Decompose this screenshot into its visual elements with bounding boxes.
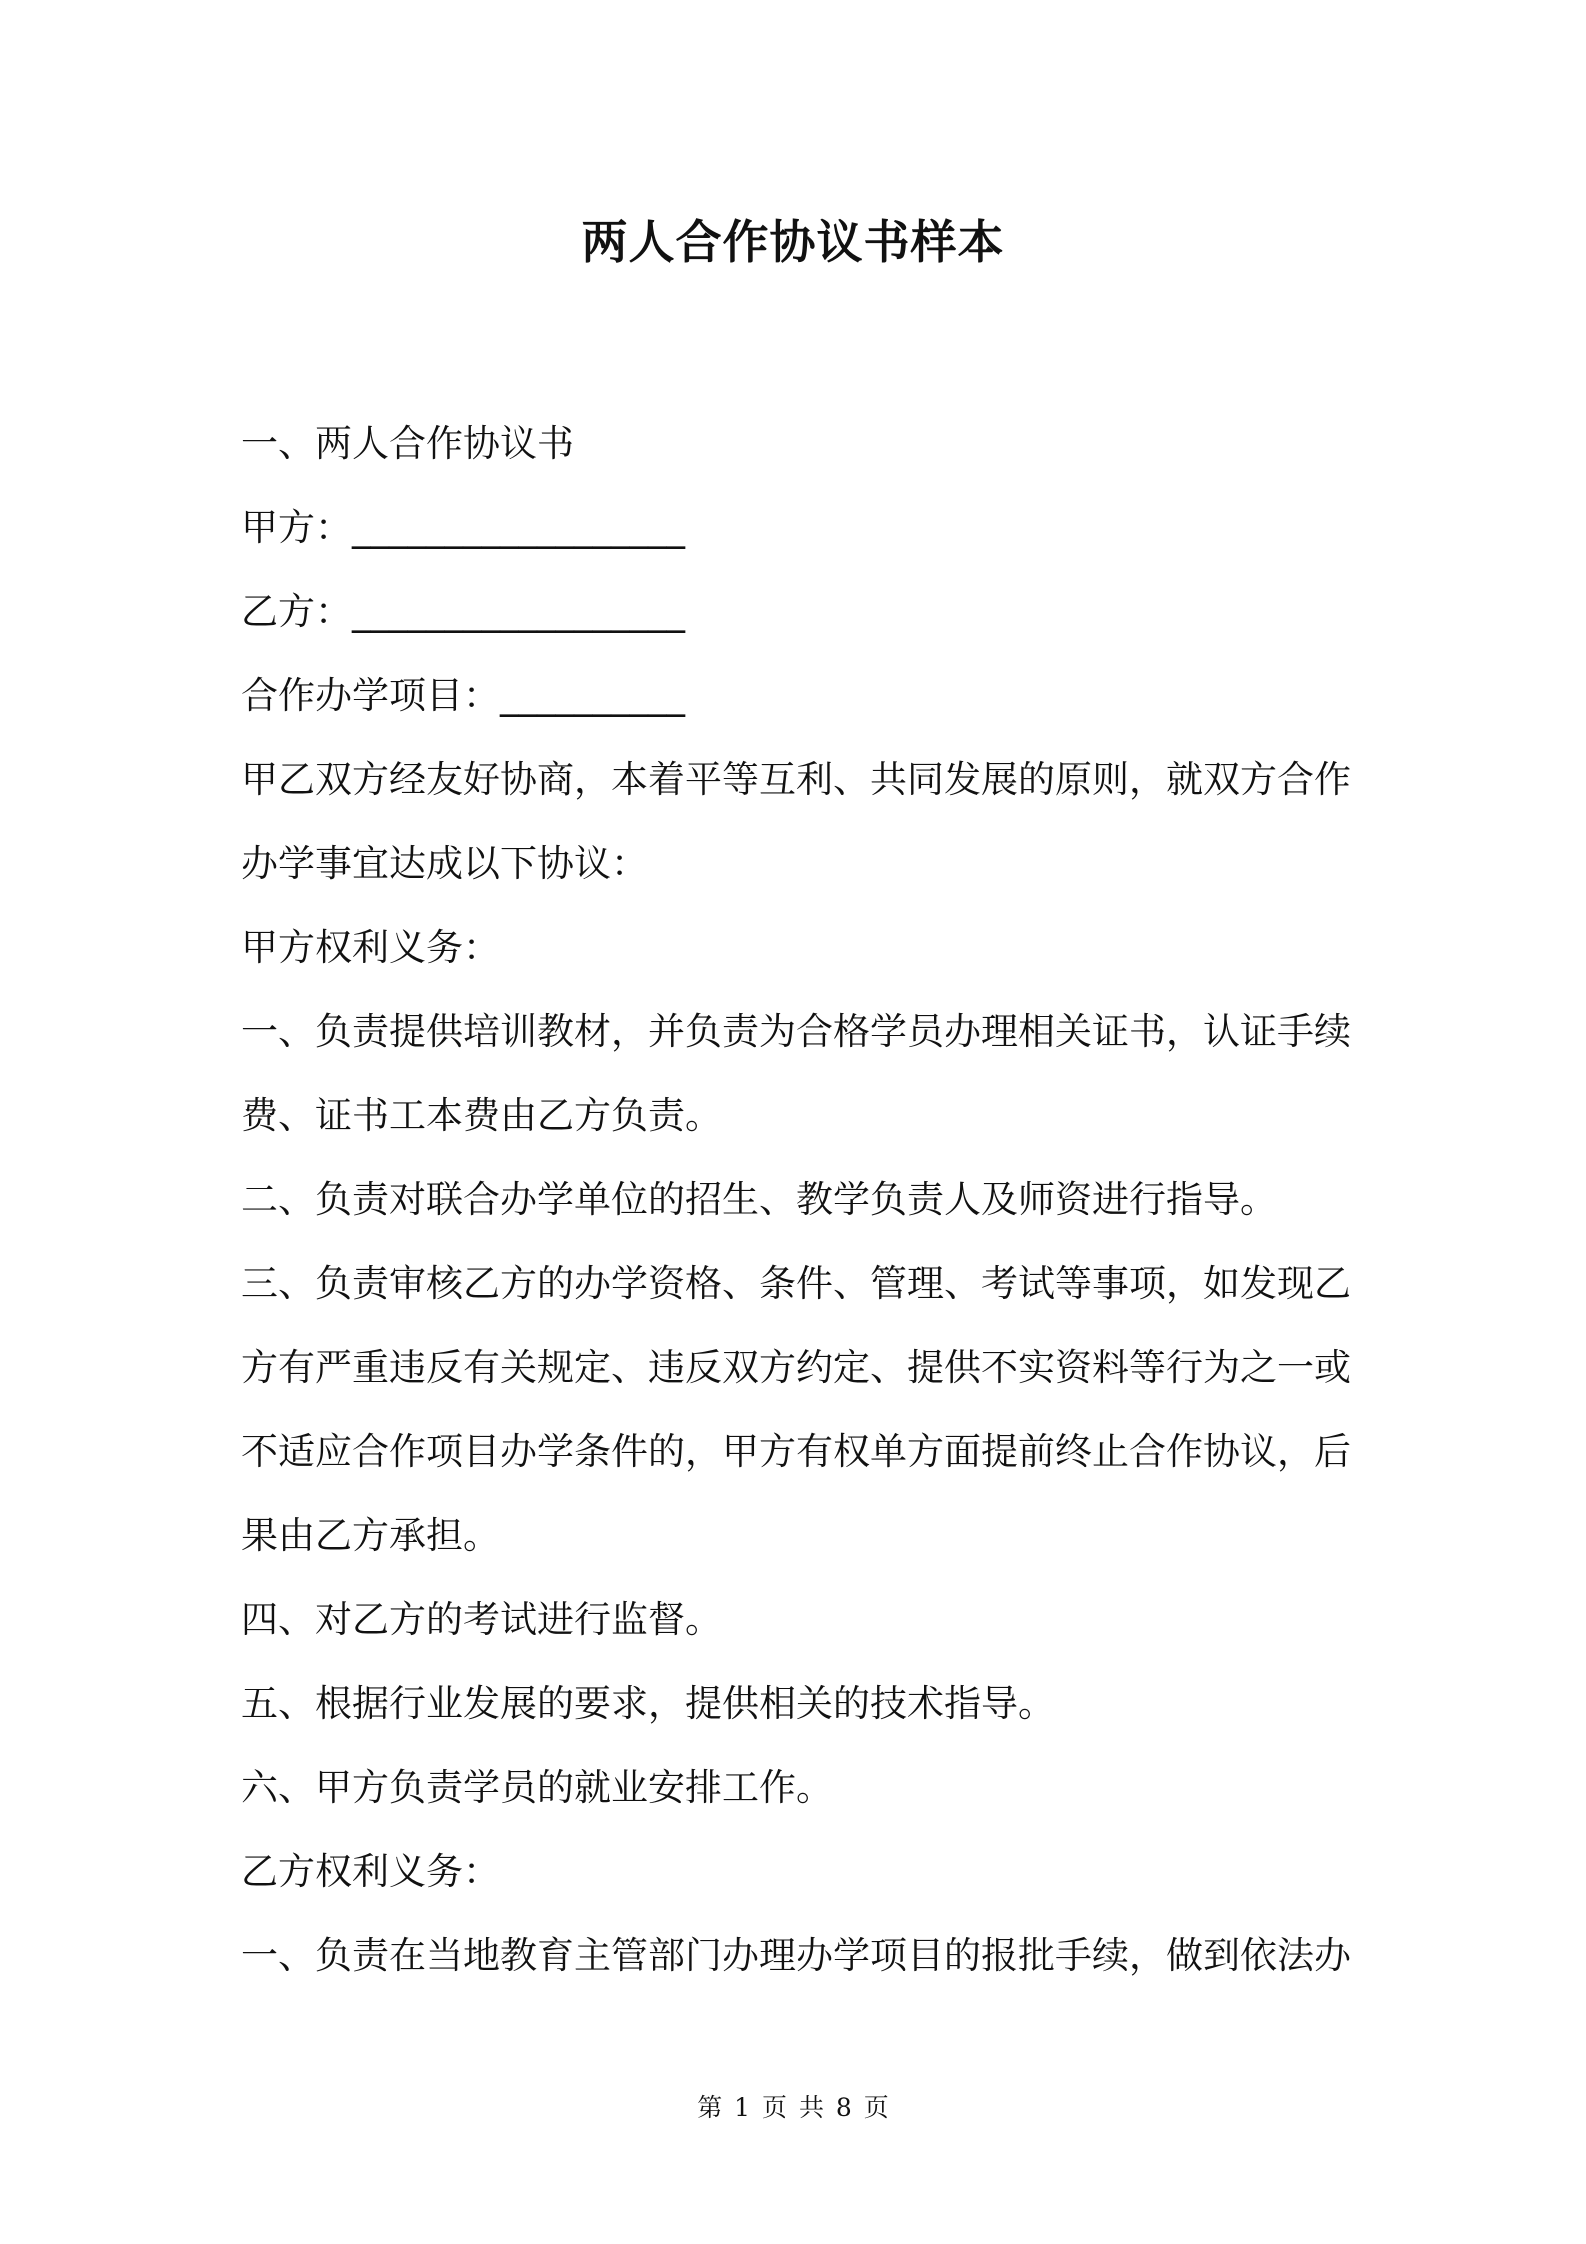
body-line: 果由乙方承担。 (241, 1514, 500, 1557)
body-line: 费、证书工本费由乙方负责。 (241, 1094, 722, 1137)
body-line: 办学事宜达成以下协议： (241, 842, 648, 885)
body-line: 甲乙双方经友好协商，本着平等互利、共同发展的原则，就双方合作 (241, 758, 1351, 801)
party-a-field: 甲方：__________________ (241, 506, 685, 549)
document-body (241, 402, 1356, 1998)
body-line: 一、负责提供培训教材，并负责为合格学员办理相关证书，认证手续 (241, 1010, 1351, 1053)
body-line: 一、负责在当地教育主管部门办理办学项目的报批手续，做到依法办 (241, 1934, 1351, 1977)
body-line: 二、负责对联合办学单位的招生、教学负责人及师资进行指导。 (241, 1178, 1277, 1221)
document-title: 两人合作协议书样本 (581, 215, 1005, 269)
section-heading-party-a: 甲方权利义务： (241, 926, 500, 969)
body-line: 不适应合作项目办学条件的，甲方有权单方面提前终止合作协议，后 (241, 1430, 1351, 1473)
party-b-field: 乙方：__________________ (241, 590, 685, 633)
body-line: 四、对乙方的考试进行监督。 (241, 1598, 722, 1641)
section-heading-party-b: 乙方权利义务： (241, 1850, 500, 1893)
body-line: 五、根据行业发展的要求，提供相关的技术指导。 (241, 1682, 1055, 1725)
body-line: 方有严重违反有关规定、违反双方约定、提供不实资料等行为之一或 (241, 1346, 1351, 1389)
body-line: 六、甲方负责学员的就业安排工作。 (241, 1766, 833, 1809)
body-line: 三、负责审核乙方的办学资格、条件、管理、考试等事项，如发现乙 (241, 1262, 1351, 1305)
project-field: 合作办学项目：__________ (241, 674, 685, 717)
body-line: 一、两人合作协议书 (241, 422, 574, 465)
page-footer: 第 1 页 共 8 页 (697, 2093, 889, 2122)
